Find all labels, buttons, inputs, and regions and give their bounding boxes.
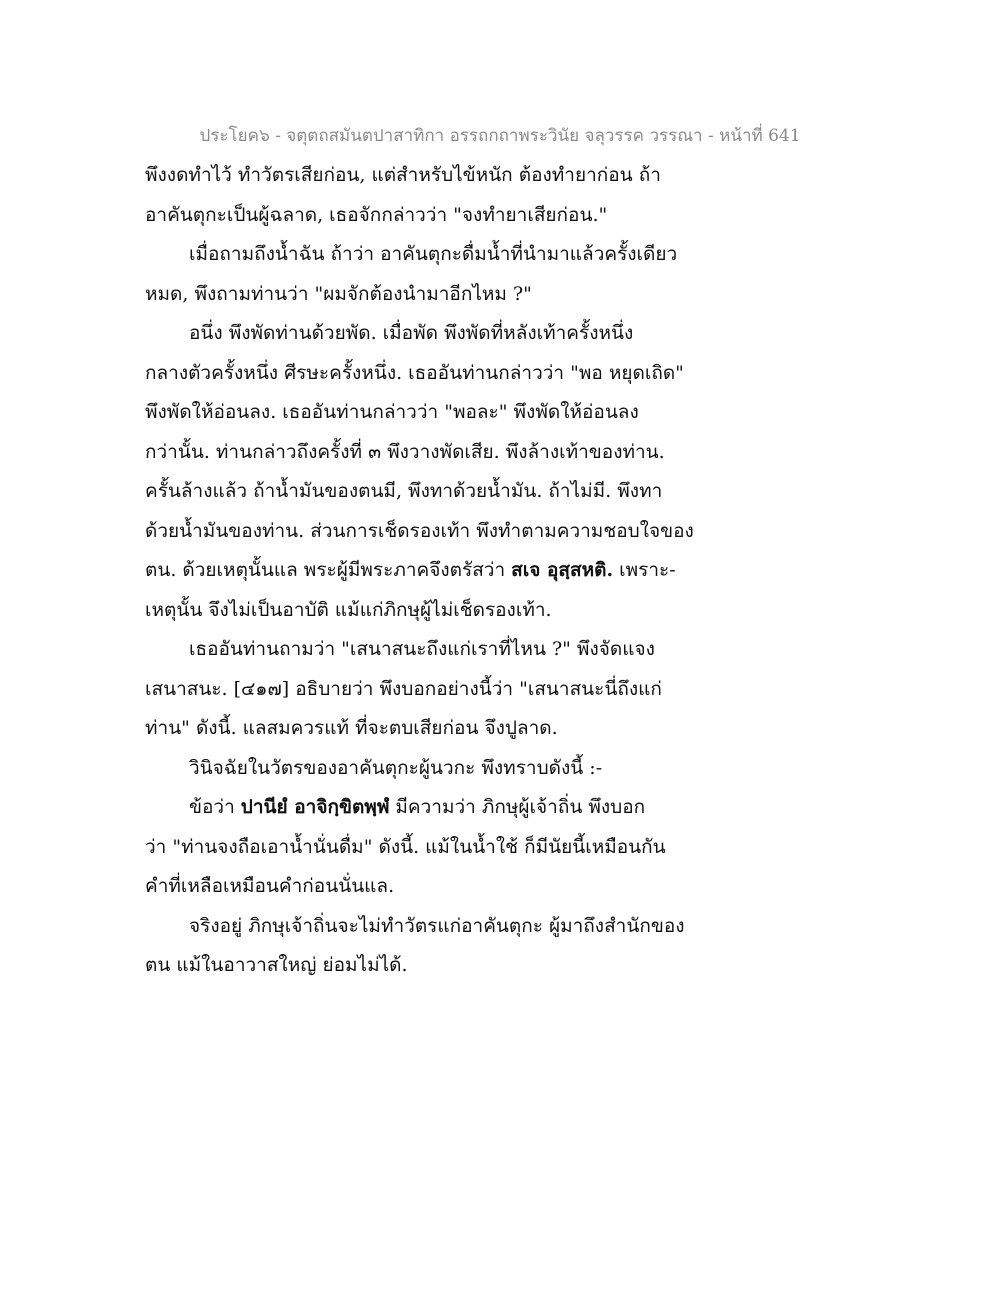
text-span: เสนาสนะ. [๔๑๗] อธิบายว่า พึงบอกอย่างนี้ว่า "เสนาสนะนี่ถึงแก่ — [145, 677, 662, 700]
text-line — [145, 472, 865, 512]
text-line — [145, 630, 865, 670]
text-span: พึงพัดให้อ่อนลง. เธออันท่านกล่าวว่า "พอละ" พึงพัดให้อ่อนลง — [145, 401, 639, 423]
text-line — [145, 156, 865, 196]
text-line — [145, 670, 865, 710]
text-line — [145, 235, 865, 275]
text-line — [145, 196, 865, 236]
text-line — [145, 512, 865, 552]
text-span: เพราะ- — [613, 559, 676, 581]
text-line — [145, 354, 865, 394]
page-body — [145, 156, 865, 986]
text-span: วินิจฉัยในวัตรของอาคันตุกะผู้นวกะ พึงทราบดังนี้ :- — [189, 756, 603, 779]
text-span: จริงอยู่ ภิกษุเจ้าถิ่นจะไม่ทำวัตรแก่อาคันตุกะ ผู้มาถึงสำนักของ — [189, 914, 685, 937]
pali-term: สเจ อุสฺสหติ. — [511, 559, 614, 581]
text-line — [145, 907, 865, 947]
text-span: ตน. ด้วยเหตุนั้นแล พระผู้มีพระภาคจึงตรัสว่า — [145, 559, 512, 581]
text-span: เหตุนั้น จึงไม่เป็นอาบัติ แม้แก่ภิกษุผู้ไม่เช็ดรองเท้า. — [145, 598, 552, 621]
text-line — [145, 946, 865, 986]
text-line — [145, 275, 865, 315]
text-line — [145, 788, 865, 828]
text-span: มีความว่า ภิกษุผู้เจ้าถิ่น พึงบอก — [389, 796, 646, 818]
text-span: พึงงดทำไว้ ทำวัตรเสียก่อน, แต่สำหรับไข้หนัก ต้องทำยาก่อน ถ้า — [145, 164, 661, 186]
text-line — [145, 828, 865, 868]
text-span: หมด, พึงถามท่านว่า "ผมจักต้องนำมาอีกไหม ?" — [145, 282, 532, 305]
text-line — [145, 749, 865, 789]
text-span: เมื่อถามถึงน้ำฉัน ถ้าว่า อาคันตุกะดื่มน้ำที่นำมาแล้วครั้งเดียว — [189, 243, 678, 265]
text-line — [145, 591, 865, 631]
text-span: อนึ่ง พึงพัดท่านด้วยพัด. เมื่อพัด พึงพัดที่หลังเท้าครั้งหนึ่ง — [189, 322, 634, 344]
text-span: คำที่เหลือเหมือนคำก่อนนั่นแล. — [145, 875, 395, 897]
text-span: กลางตัวครั้งหนึ่ง ศีรษะครั้งหนึ่ง. เธออันท่านกล่าวว่า "พอ หยุดเถิด" — [145, 361, 684, 384]
text-line — [145, 433, 865, 473]
text-line — [145, 709, 865, 749]
text-span: ข้อว่า — [189, 796, 241, 818]
running-header: ประโยค๖ - จตุตถสมันตปาสาทิกา อรรถกถาพระวินัย จลุวรรค วรรณา - หน้าที่ 641 — [199, 126, 801, 146]
text-line — [145, 393, 865, 433]
text-span: อาคันตุกะเป็นผู้ฉลาด, เธอจักกล่าวว่า "จงทำยาเสียก่อน." — [145, 203, 608, 226]
text-span: ว่า "ท่านจงถือเอาน้ำนั่นดื่ม" ดังนี้. แม้ในน้ำใช้ ก็มีนัยนี้เหมือนกัน — [145, 835, 666, 858]
text-span: ด้วยน้ำมันของท่าน. ส่วนการเช็ดรองเท้า พึงทำตามความชอบใจของ — [145, 519, 694, 542]
text-line — [145, 867, 865, 907]
text-span: ท่าน" ดังนี้. แลสมควรแท้ ที่จะตบเสียก่อน จึงปูลาด. — [145, 717, 558, 739]
text-span: เธออันท่านถามว่า "เสนาสนะถึงแก่เราที่ไหน ?" พึงจัดแจง — [189, 638, 655, 660]
text-line — [145, 551, 865, 591]
text-span: ครั้นล้างแล้ว ถ้าน้ำมันของตนมี, พึงทาด้วยน้ำมัน. ถ้าไม่มี. พึงทา — [145, 480, 663, 502]
text-line — [145, 314, 865, 354]
text-span: ตน แม้ในอาวาสใหญ่ ย่อมไม่ได้. — [145, 954, 408, 976]
pali-term: ปานียํ อาจิกฺขิตพฺพํ — [240, 796, 390, 818]
text-span: กว่านั้น. ท่านกล่าวถึงครั้งที่ ๓ พึงวางพัดเสีย. พึงล้างเท้าของท่าน. — [145, 440, 665, 463]
